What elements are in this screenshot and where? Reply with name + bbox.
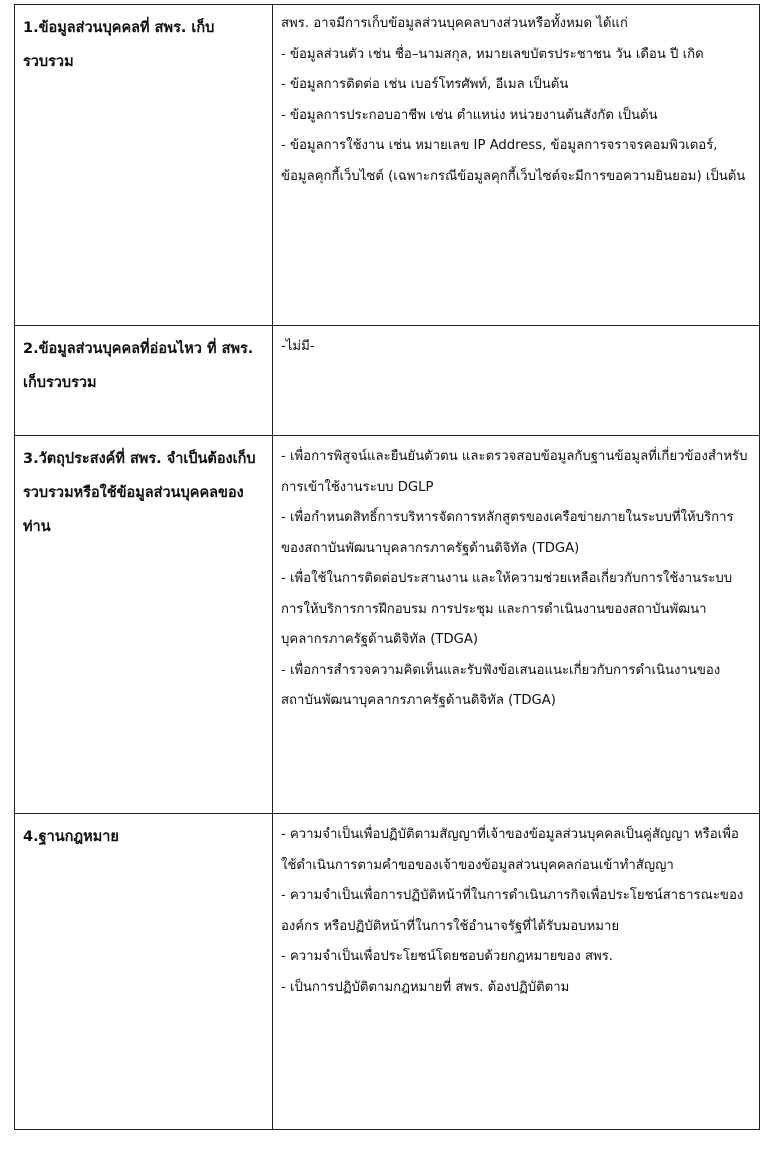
- content-line: -ไม่มี-: [281, 339, 315, 354]
- row-label: 2.ข้อมูลส่วนบุคคลที่อ่อนไหว ที่ สพร. เก็บรวบรวม: [15, 326, 273, 436]
- row-content: [273, 5, 760, 326]
- row-label: 4.ฐานกฎหมาย: [15, 814, 273, 1130]
- content-line: - ความจำเป็นเพื่อประโยชน์โดยชอบด้วยกฎหมายของ สพร.: [281, 949, 613, 964]
- table-row: [15, 5, 760, 326]
- content-line: - ข้อมูลส่วนตัว เช่น ชื่อ–นามสกุล, หมายเลขบัตรประชาชน วัน เดือน ปี เกิด: [281, 46, 704, 62]
- table-row: [15, 814, 760, 1130]
- content-line: - เพื่อกำหนดสิทธิ์การบริหารจัดการหลักสูตรของเครือข่ายภายในระบบที่ให้บริการของสถาบันพัฒนาบุคลากรภาครัฐด้านดิจิทัล (TDGA): [281, 510, 734, 556]
- table-row: [15, 326, 760, 436]
- table-row: [15, 436, 760, 814]
- row-content: [273, 436, 760, 814]
- content-line: - ข้อมูลการติดต่อ เช่น เบอร์โทรศัพท์, อีเมล เป็นต้น: [281, 77, 569, 92]
- privacy-policy-table: [14, 4, 760, 1130]
- content-line: สพร. อาจมีการเก็บข้อมูลส่วนบุคคลบางส่วนหรือทั้งหมด ได้แก่: [281, 16, 628, 31]
- content-line: - เพื่อการสำรวจความคิดเห็นและรับฟังข้อเสนอแนะเกี่ยวกับการดำเนินงานของสถาบันพัฒนาบุคลากรภาครัฐด้านดิจิทัล (TDGA): [281, 662, 721, 708]
- row-label: 3.วัตถุประสงค์ที่ สพร. จำเป็นต้องเก็บรวบรวมหรือใช้ข้อมูลส่วนบุคคลของท่าน: [15, 436, 273, 814]
- row-label: 1.ข้อมูลส่วนบุคคลที่ สพร. เก็บรวบรวม: [15, 5, 273, 326]
- content-line: - เพื่อใช้ในการติดต่อประสานงาน และให้ความช่วยเหลือเกี่ยวกับการใช้งานระบบ การให้บริการการฝึกอบรม การประชุม และการดำเนินงานของสถาบันพัฒนาบุคลากรภาครัฐด้านดิจิทัล (TDGA): [281, 571, 733, 647]
- row-content: [273, 814, 760, 1130]
- content-line: - เพื่อการพิสูจน์และยืนยันตัวตน และตรวจสอบข้อมูลกับฐานข้อมูลที่เกี่ยวข้องสำหรับการเข้าใช้งานระบบ DGLP: [281, 449, 748, 495]
- content-line: - ความจำเป็นเพื่อการปฏิบัติหน้าที่ในการดำเนินภารกิจเพื่อประโยชน์สาธารณะขององค์กร หรือปฏิบัติหน้าที่ในการใช้อำนาจรัฐที่ได้รับมอบหมาย: [281, 888, 744, 934]
- content-line: - ข้อมูลการประกอบอาชีพ เช่น ตำแหน่ง หน่วยงานต้นสังกัด เป็นต้น: [281, 107, 658, 123]
- content-line: - เป็นการปฏิบัติตามกฎหมายที่ สพร. ต้องปฏิบัติตาม: [281, 979, 570, 995]
- content-line: - ความจำเป็นเพื่อปฏิบัติตามสัญญาที่เจ้าของข้อมูลส่วนบุคคลเป็นคู่สัญญา หรือเพื่อใช้ดำเนินการตามคำขอของเจ้าของข้อมูลส่วนบุคคลก่อนเข้าทำสัญญา: [281, 827, 739, 873]
- content-line: - ข้อมูลการใช้งาน เช่น หมายเลข IP Address, ข้อมูลการจราจรคอมพิวเตอร์, ข้อมูลคุกกี้เว็บไซต์ (เฉพาะกรณีข้อมูลคุกกี้เว็บไซต์จะมีการขอความยินยอม) เป็นต้น: [281, 138, 746, 184]
- row-content: [273, 326, 760, 436]
